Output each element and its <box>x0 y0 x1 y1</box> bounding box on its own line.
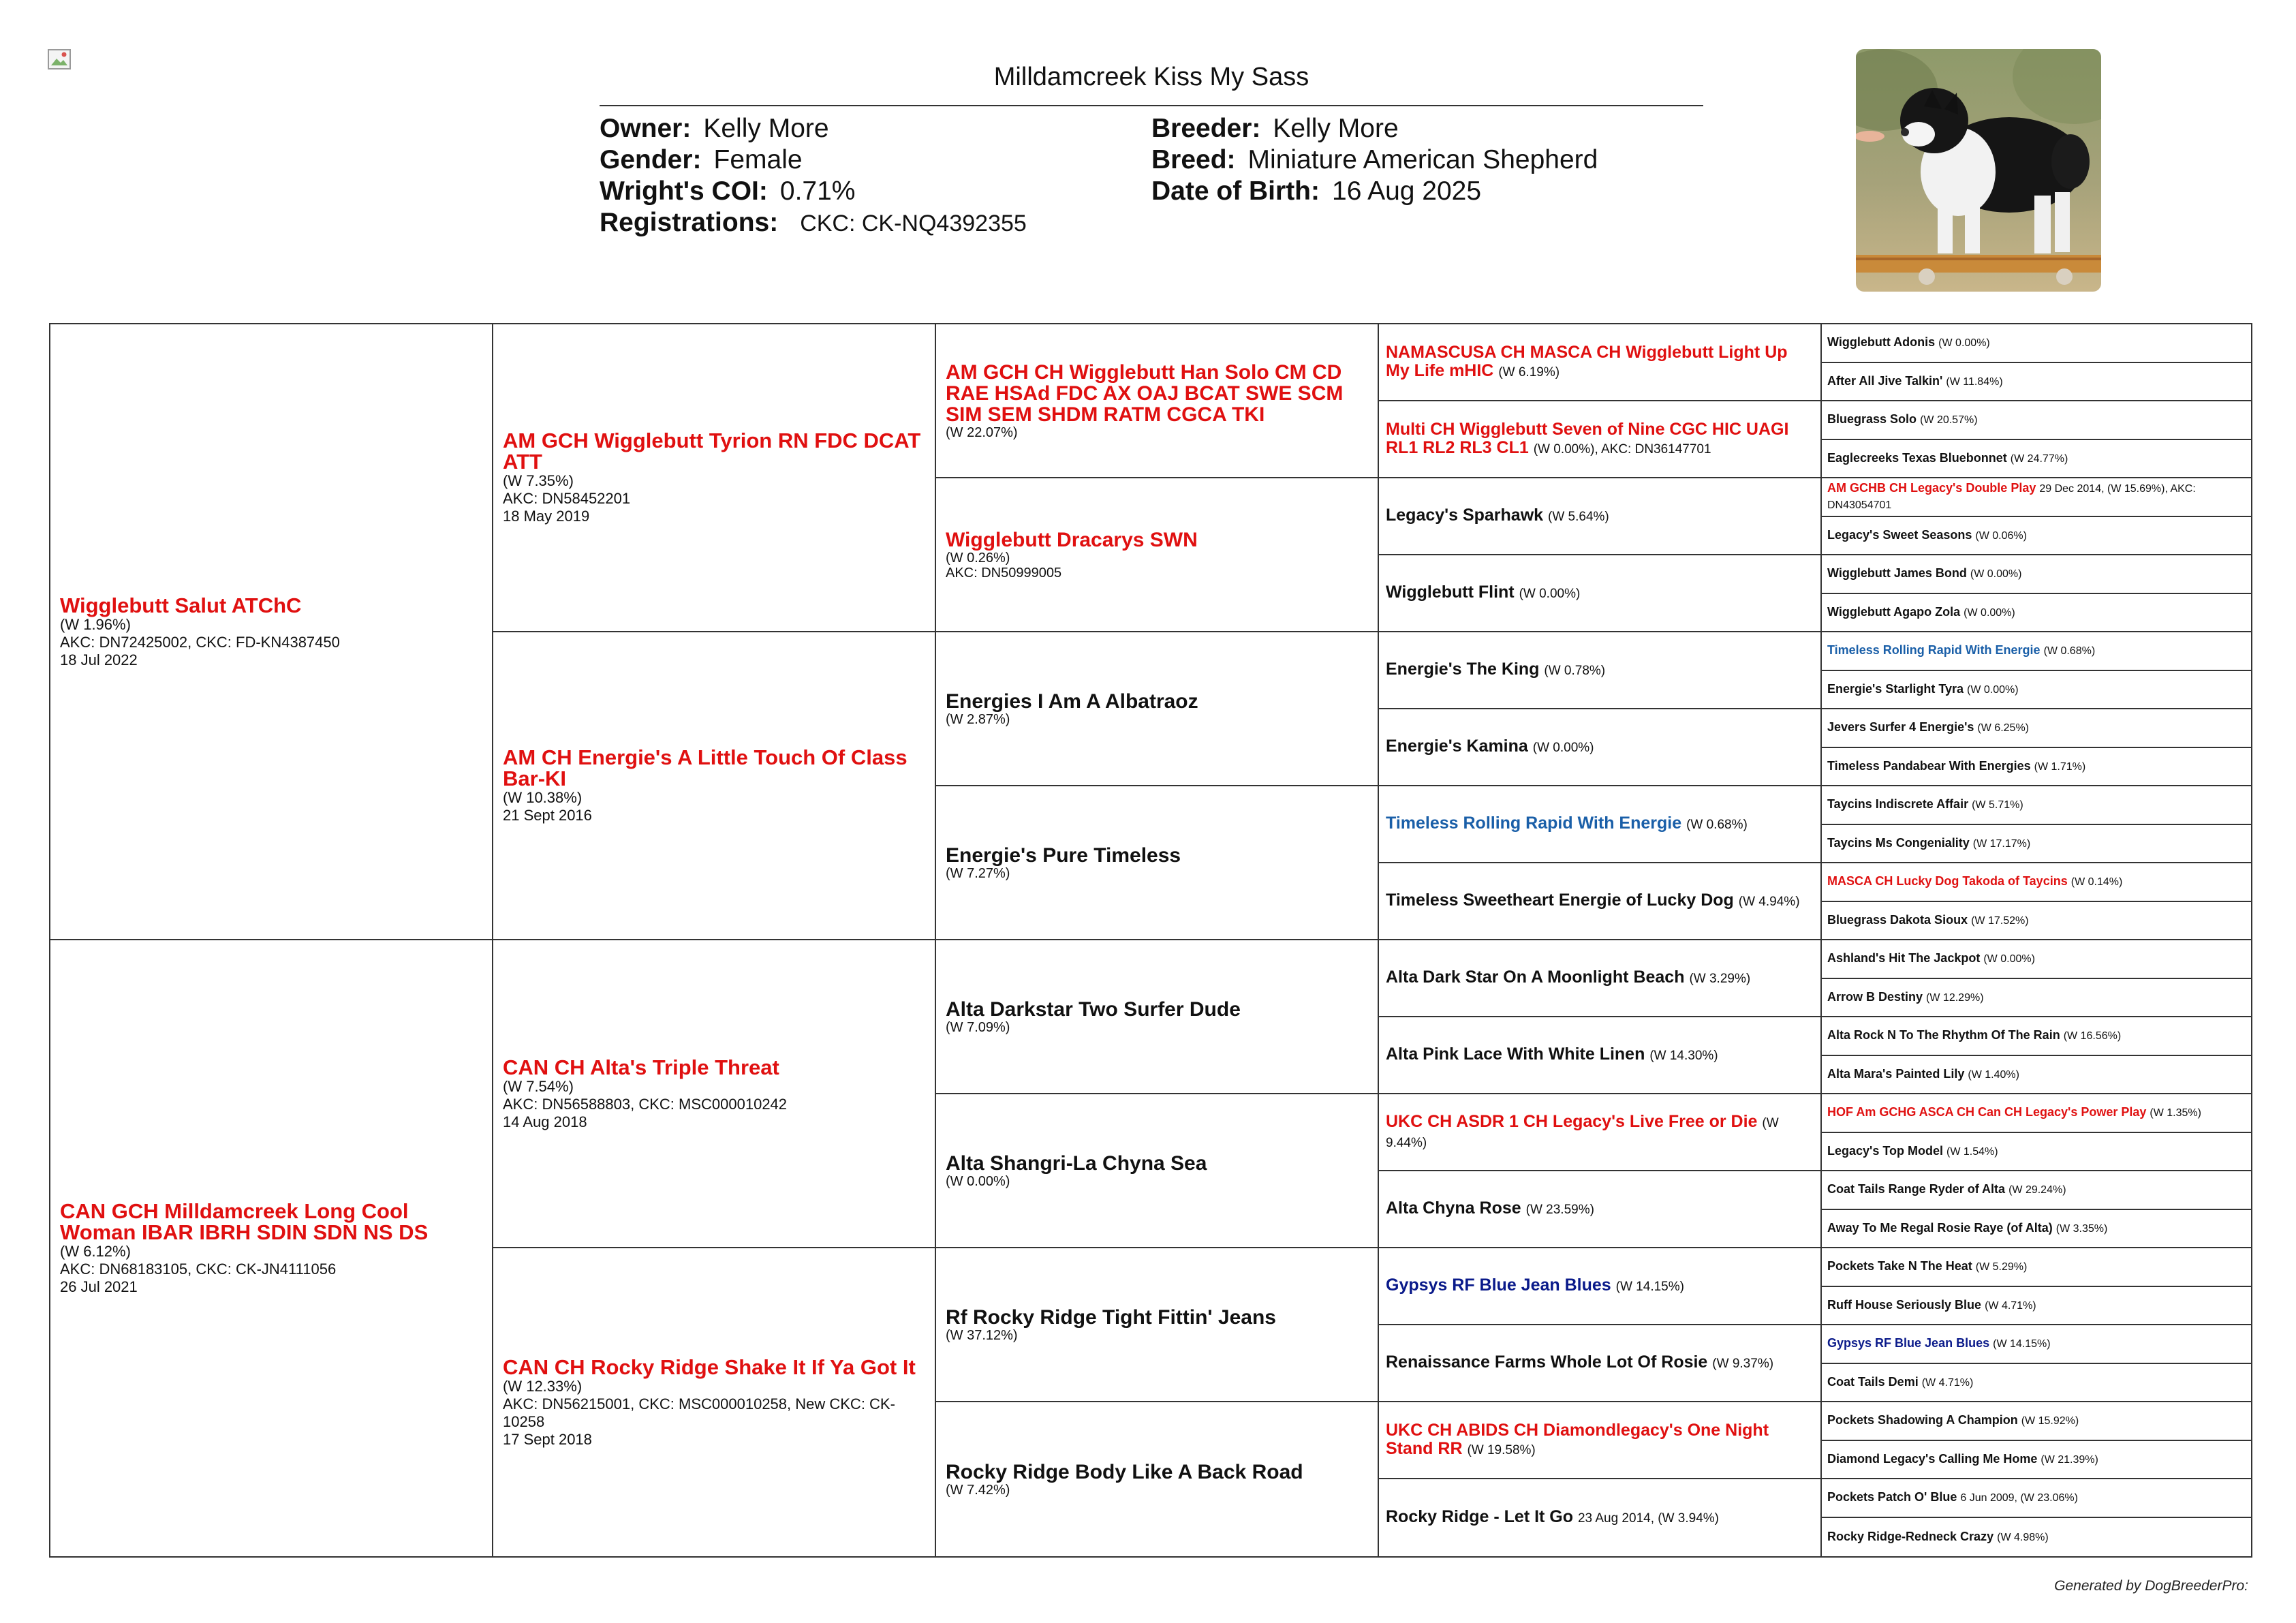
ancestor-inline-details: (W 19.58%) <box>1467 1442 1536 1457</box>
ancestor-detail-line: 21 Sept 2016 <box>503 807 592 824</box>
dog-photo <box>1856 49 2101 292</box>
ancestor-cell-gen5-17 <box>1822 940 2251 979</box>
ancestor-inline-details: (W 1.71%) <box>2034 760 2086 773</box>
ancestor-inline-details: (W 3.29%) <box>1689 972 1751 986</box>
ancestor-name-text[interactable]: Energie's Kamina <box>1386 737 1528 756</box>
ancestor-name[interactable] <box>1827 604 2246 621</box>
ancestor-name-text[interactable]: Taycins Indiscrete Affair <box>1827 797 1969 812</box>
ancestor-name-text[interactable]: AM GCH Wigglebutt Tyrion RN FDC DCAT ATT <box>503 429 921 474</box>
ancestor-name-text[interactable]: Alta Mara's Painted Lily <box>1827 1066 1965 1081</box>
ancestor-cell-gen4-12 <box>1379 1171 1822 1248</box>
ancestor-name[interactable] <box>1386 814 1814 834</box>
ancestor-name-text[interactable]: NAMASCUSA CH MASCA CH Wigglebutt Light Up My Life mHIC <box>1386 342 1788 380</box>
ancestor-name-text[interactable]: MASCA CH Lucky Dog Takoda of Taycins <box>1827 874 2068 888</box>
ancestor-name[interactable] <box>1827 566 2246 582</box>
dob-row: Date of Birth: 16 Aug 2025 <box>1151 176 1482 206</box>
ancestor-name-text[interactable]: CAN GCH Milldamcreek Long Cool Woman IBAR IBRH SDIN SDN NS DS <box>60 1199 429 1244</box>
ancestor-name[interactable] <box>1827 1181 2246 1198</box>
ancestor-detail-line: 18 May 2019 <box>503 508 590 525</box>
ancestor-cell-gen5-27 <box>1822 1325 2251 1364</box>
coi-row: Wright's COI: 0.71% <box>600 176 856 206</box>
ancestor-inline-details: (W 1.35%) <box>2150 1107 2201 1119</box>
ancestor-name-text[interactable]: CAN CH Rocky Ridge Shake It If Ya Got It <box>503 1355 916 1379</box>
ancestor-cell-gen4-3 <box>1379 478 1822 555</box>
ancestor-name[interactable] <box>1827 1143 2246 1160</box>
ancestor-inline-details: 6 Jun 2009, (W 23.06%) <box>1960 1492 2078 1504</box>
ancestor-name-text[interactable]: Alta Chyna Rose <box>1386 1199 1521 1218</box>
ancestor-cell-gen5-12 <box>1822 748 2251 787</box>
ancestor-name-text[interactable]: Bluegrass Dakota Sioux <box>1827 912 1968 927</box>
ancestor-detail-line: (W 0.00%) <box>946 1173 1010 1189</box>
ancestor-name[interactable] <box>1827 681 2246 698</box>
ancestor-name-text[interactable]: Alta Shangri-La Chyna Sea <box>946 1151 1207 1175</box>
ancestor-detail-line: AKC: DN56588803, CKC: MSC000010242 <box>503 1095 788 1113</box>
ancestor-cell-gen4-8 <box>1379 863 1822 940</box>
ancestor-name-text[interactable]: Renaissance Farms Whole Lot Of Rosie <box>1386 1352 1708 1372</box>
ancestor-name[interactable] <box>1386 1276 1814 1296</box>
ancestor-detail-line: (W 6.12%) <box>60 1243 131 1260</box>
broken-image-icon <box>48 49 71 69</box>
ancestor-name[interactable] <box>946 362 1368 425</box>
generation-4-column <box>1379 324 1822 1556</box>
ancestor-cell-gen4-7 <box>1379 786 1822 863</box>
ancestor-name-text[interactable]: Wigglebutt Dracarys SWN <box>946 528 1198 551</box>
ancestor-inline-details: (W 29.24%) <box>2008 1184 2066 1196</box>
ancestor-name[interactable] <box>1827 643 2246 659</box>
ancestor-detail-line: AKC: DN50999005 <box>946 565 1062 581</box>
ancestor-name-text[interactable]: Legacy's Sweet Seasons <box>1827 527 1972 542</box>
ancestor-name-text[interactable]: Multi CH Wigglebutt Seven of Nine CGC HIC UAGI RL1 RL2 RL3 CL1 <box>1386 419 1789 457</box>
ancestor-name[interactable] <box>1386 891 1814 911</box>
ancestor-inline-details: (W 1.40%) <box>1968 1068 2019 1081</box>
ancestor-name[interactable] <box>1827 720 2246 736</box>
ancestor-name[interactable] <box>1827 1374 2246 1391</box>
ancestor-inline-details: (W 0.00%), AKC: DN36147701 <box>1533 442 1711 457</box>
generation-2-column <box>493 324 936 1556</box>
ancestor-name[interactable] <box>1827 758 2246 775</box>
ancestor-name[interactable] <box>1386 737 1814 757</box>
ancestor-inline-details: (W 15.92%) <box>2021 1415 2079 1427</box>
ancestor-name-text[interactable]: AM GCHB CH Legacy's Double Play <box>1827 481 2036 495</box>
ancestor-cell-gen5-5 <box>1822 478 2251 517</box>
ancestor-cell-gen3-1 <box>936 324 1379 478</box>
ancestor-inline-details: 23 Aug 2014, (W 3.94%) <box>1577 1511 1719 1526</box>
ancestor-name[interactable] <box>1827 1104 2246 1121</box>
ancestor-name[interactable] <box>1827 912 2246 929</box>
ancestor-detail-line: (W 10.38%) <box>503 789 583 806</box>
ancestor-detail-line: (W 7.42%) <box>946 1482 1010 1498</box>
gender-value: Female <box>713 145 803 174</box>
ancestor-cell-gen5-2 <box>1822 363 2251 402</box>
ancestor-name[interactable] <box>60 1201 482 1243</box>
breeder-value: Kelly More <box>1273 114 1399 143</box>
ancestor-name[interactable] <box>1827 480 2246 513</box>
ancestor-detail-line: (W 12.33%) <box>503 1377 583 1395</box>
ancestor-detail-line: (W 0.26%) <box>946 550 1010 566</box>
breeder-row: Breeder: Kelly More <box>1151 114 1399 143</box>
ancestor-name[interactable] <box>1827 1258 2246 1275</box>
ancestor-name[interactable] <box>1386 506 1814 526</box>
ancestor-cell-gen3-8 <box>936 1402 1379 1556</box>
ancestor-name-text[interactable]: Rocky Ridge-Redneck Crazy <box>1827 1529 1994 1543</box>
ancestor-cell-gen4-11 <box>1379 1094 1822 1171</box>
ancestor-cell-gen5-24 <box>1822 1210 2251 1249</box>
ancestor-inline-details: (W 9.37%) <box>1712 1357 1774 1371</box>
generation-3-column <box>936 324 1379 1556</box>
ancestor-name[interactable] <box>1827 1412 2246 1429</box>
ancestor-detail-line: 26 Jul 2021 <box>60 1278 138 1295</box>
ancestor-cell-gen2-4 <box>493 1248 936 1556</box>
ancestor-name-text[interactable]: Timeless Rolling Rapid With Energie <box>1386 814 1682 833</box>
ancestor-name[interactable] <box>1827 1220 2246 1237</box>
ancestor-inline-details: (W 5.29%) <box>1975 1261 2028 1273</box>
ancestor-inline-details: (W 5.64%) <box>1548 510 1609 524</box>
ancestor-inline-details: (W 0.68%) <box>2043 645 2096 658</box>
ancestor-cell-gen5-15 <box>1822 863 2251 902</box>
registrations-value: CKC: CK-NQ4392355 <box>800 211 1027 236</box>
ancestor-name-text[interactable]: Rocky Ridge Body Like A Back Road <box>946 1460 1303 1483</box>
ancestor-name-text[interactable]: Timeless Sweetheart Energie of Lucky Dog <box>1386 891 1734 910</box>
ancestor-name-text[interactable]: Arrow B Destiny <box>1827 989 1923 1004</box>
ancestor-name[interactable] <box>1827 412 2246 428</box>
ancestor-cell-gen5-31 <box>1822 1479 2251 1518</box>
ancestor-inline-details: (W 14.15%) <box>1615 1280 1684 1294</box>
ancestor-cell-gen3-6 <box>936 1094 1379 1248</box>
ancestor-inline-details: (W 23.59%) <box>1525 1203 1594 1217</box>
ancestor-name-text[interactable]: HOF Am GCHG ASCA CH Can CH Legacy's Power Play <box>1827 1105 2147 1119</box>
ancestor-inline-details: (W 4.94%) <box>1738 895 1800 909</box>
ancestor-detail-line: (W 22.07%) <box>946 424 1018 440</box>
ancestor-name[interactable] <box>1827 1489 2246 1506</box>
ancestor-cell-gen5-30 <box>1822 1441 2251 1480</box>
ancestor-inline-details: (W 0.14%) <box>2070 876 2123 888</box>
dog-info-left <box>600 113 1027 239</box>
ancestor-inline-details: (W 4.71%) <box>1985 1299 2036 1312</box>
dob-value: 16 Aug 2025 <box>1332 176 1482 206</box>
ancestor-name[interactable] <box>1386 1045 1814 1065</box>
ancestor-inline-details: (W 0.00%) <box>1983 953 2035 965</box>
ancestor-cell-gen5-13 <box>1822 786 2251 825</box>
ancestor-name-text[interactable]: Ruff House Seriously Blue <box>1827 1297 1982 1312</box>
ancestor-inline-details: (W 0.68%) <box>1686 818 1748 832</box>
ancestor-inline-details: (W 1.54%) <box>1946 1145 1998 1158</box>
coi-value: 0.71% <box>779 176 856 206</box>
ancestor-name-text[interactable]: Pockets Shadowing A Champion <box>1827 1413 2018 1427</box>
ancestor-cell-gen5-32 <box>1822 1518 2251 1557</box>
gender-row: Gender: Female <box>600 145 803 174</box>
ancestor-name-text[interactable]: Gypsys RF Blue Jean Blues <box>1386 1276 1611 1295</box>
ancestor-inline-details: (W 0.00%) <box>1970 568 2022 581</box>
ancestor-inline-details: (W 5.71%) <box>1972 799 2023 812</box>
ancestor-inline-details: (W 0.00%) <box>1938 337 1990 350</box>
ancestor-name[interactable] <box>1827 1335 2246 1352</box>
ancestor-name-text[interactable]: Energie's The King <box>1386 660 1540 679</box>
ancestor-name[interactable] <box>1827 950 2246 967</box>
ancestor-name-text[interactable]: Legacy's Sparhawk <box>1386 506 1544 525</box>
ancestor-inline-details: (W 6.19%) <box>1498 365 1560 380</box>
ancestor-name-text[interactable]: Timeless Rolling Rapid With Energie <box>1827 643 2041 658</box>
ancestor-name[interactable] <box>946 845 1368 866</box>
ancestor-name[interactable] <box>1827 1529 2246 1545</box>
ancestor-cell-gen4-13 <box>1379 1248 1822 1325</box>
ancestor-name-text[interactable]: Rf Rocky Ridge Tight Fittin' Jeans <box>946 1305 1276 1329</box>
ancestor-name[interactable] <box>1386 583 1814 603</box>
ancestor-name[interactable] <box>946 1462 1368 1483</box>
ancestor-name[interactable] <box>1386 660 1814 680</box>
ancestor-cell-gen4-16 <box>1379 1479 1822 1556</box>
ancestor-cell-gen1-1 <box>50 324 493 940</box>
ancestor-name-text[interactable]: Timeless Pandabear With Energies <box>1827 758 2031 773</box>
ancestor-cell-gen5-23 <box>1822 1171 2251 1210</box>
ancestor-detail-line: AKC: DN56215001, CKC: MSC000010258, New CKC: CK-10258 <box>503 1395 895 1430</box>
ancestor-name[interactable] <box>1386 1421 1814 1459</box>
ancestor-inline-details: (W 4.71%) <box>1921 1376 1974 1389</box>
ancestor-inline-details: (W 17.52%) <box>1971 914 2029 927</box>
ancestor-cell-gen5-6 <box>1822 517 2251 556</box>
ancestor-cell-gen4-6 <box>1379 709 1822 786</box>
ancestor-cell-gen5-19 <box>1822 1017 2251 1056</box>
ancestor-name[interactable] <box>503 1057 925 1078</box>
page-title: Milldamcreek Kiss My Sass <box>993 63 1309 91</box>
ancestor-name-text[interactable]: Wigglebutt James Bond <box>1827 566 1967 581</box>
ancestor-inline-details: (W 14.15%) <box>1993 1338 2051 1350</box>
ancestor-inline-details: (W 12.29%) <box>1926 991 1984 1004</box>
ancestor-name-text[interactable]: Pockets Take N The Heat <box>1827 1259 1972 1273</box>
ancestor-name-text[interactable]: Jevers Surfer 4 Energie's <box>1827 720 1974 735</box>
ancestor-name-text[interactable]: Alta Pink Lace With White Linen <box>1386 1045 1645 1064</box>
generated-by-note: Generated by DogBreederPro: <box>2054 1578 2248 1594</box>
ancestor-inline-details: (W 24.77%) <box>2010 452 2068 465</box>
ancestor-name[interactable] <box>946 529 1368 551</box>
ancestor-name-text[interactable]: Legacy's Top Model <box>1827 1143 1943 1158</box>
ancestor-cell-gen5-9 <box>1822 632 2251 671</box>
ancestor-name[interactable] <box>1827 1451 2246 1468</box>
ancestor-inline-details: (W 0.00%) <box>1532 741 1594 755</box>
ancestor-name[interactable] <box>1386 968 1814 988</box>
ancestor-name[interactable] <box>1827 450 2246 467</box>
ancestor-cell-gen5-11 <box>1822 709 2251 748</box>
ancestor-name[interactable] <box>1827 1027 2246 1044</box>
ancestor-inline-details: (W 0.78%) <box>1544 664 1606 678</box>
ancestor-name-text[interactable]: Gypsys RF Blue Jean Blues <box>1827 1336 1990 1350</box>
ancestor-cell-gen5-8 <box>1822 594 2251 633</box>
ancestor-name-text[interactable]: Coat Tails Demi <box>1827 1374 1919 1389</box>
title-divider <box>600 105 1703 106</box>
ancestor-name-text[interactable]: UKC CH ASDR 1 CH Legacy's Live Free or Die <box>1386 1111 1758 1131</box>
ancestor-cell-gen5-28 <box>1822 1364 2251 1403</box>
ancestor-inline-details: (W 14.30%) <box>1649 1049 1718 1063</box>
ancestor-detail-line: AKC: DN58452201 <box>503 490 631 507</box>
ancestor-name[interactable] <box>1827 1066 2246 1083</box>
ancestor-name-text[interactable]: Wigglebutt Agapo Zola <box>1827 604 1961 619</box>
ancestor-name-text[interactable]: Alta Rock N To The Rhythm Of The Rain <box>1827 1028 2060 1042</box>
ancestor-name-text[interactable]: Alta Dark Star On A Moonlight Beach <box>1386 968 1685 987</box>
ancestor-cell-gen4-2 <box>1379 401 1822 478</box>
ancestor-inline-details: (W 4.98%) <box>1997 1531 2049 1543</box>
ancestor-name[interactable] <box>1827 527 2246 544</box>
ancestor-cell-gen3-4 <box>936 786 1379 940</box>
ancestor-name[interactable] <box>503 430 925 472</box>
ancestor-name[interactable] <box>1827 797 2246 813</box>
owner-row: Owner: Kelly More <box>600 114 829 143</box>
ancestor-name-text[interactable]: AM CH Energie's A Little Touch Of Class Bar-KI <box>503 745 907 790</box>
ancestor-cell-gen1-2 <box>50 940 493 1556</box>
ancestor-cell-gen5-16 <box>1822 902 2251 941</box>
ancestor-detail-line: (W 7.27%) <box>946 865 1010 881</box>
ancestor-cell-gen5-3 <box>1822 401 2251 440</box>
ancestor-cell-gen5-21 <box>1822 1094 2251 1133</box>
ancestor-name[interactable] <box>1827 835 2246 852</box>
ancestor-name[interactable] <box>1386 420 1814 459</box>
ancestor-inline-details: 29 Dec 2014, (W 15.69%), AKC: DN43054701 <box>1827 483 2196 512</box>
ancestor-name-text[interactable]: Wigglebutt Salut ATChC <box>60 593 302 617</box>
ancestor-name-text[interactable]: Energies I Am A Albatraoz <box>946 690 1198 713</box>
ancestor-inline-details: (W 0.00%) <box>1967 683 2019 696</box>
ancestor-detail-line: (W 1.96%) <box>60 615 131 633</box>
ancestor-name-text[interactable]: Energie's Starlight Tyra <box>1827 681 1964 696</box>
ancestor-inline-details: (W 0.00%) <box>1964 606 2015 619</box>
ancestor-inline-details: (W 0.06%) <box>1975 529 2027 542</box>
ancestor-name[interactable] <box>1827 373 2246 390</box>
ancestor-detail-line: AKC: DN68183105, CKC: CK-JN4111056 <box>60 1261 337 1278</box>
generation-5-column <box>1822 324 2251 1556</box>
ancestor-detail-line: (W 2.87%) <box>946 711 1010 727</box>
ancestor-name[interactable] <box>946 999 1368 1020</box>
ancestor-name[interactable] <box>1827 874 2246 890</box>
ancestor-name-text[interactable]: Wigglebutt Flint <box>1386 583 1515 602</box>
ancestor-detail-line: (W 37.12%) <box>946 1327 1018 1343</box>
ancestor-cell-gen4-4 <box>1379 555 1822 632</box>
ancestor-inline-details: (W 6.25%) <box>1977 722 2029 735</box>
ancestor-inline-details: (W 20.57%) <box>1920 414 1978 427</box>
ancestor-inline-details: (W 21.39%) <box>2041 1453 2098 1466</box>
ancestor-name-text[interactable]: AM GCH CH Wigglebutt Han Solo CM CD RAE HSAd FDC AX OAJ BCAT SWE SCM SIM SEM SHDM RATM CGCA TKI <box>946 360 1344 426</box>
ancestor-name[interactable] <box>1386 343 1814 382</box>
ancestor-name[interactable] <box>1386 1199 1814 1219</box>
ancestor-cell-gen3-2 <box>936 478 1379 632</box>
ancestor-name-text[interactable]: After All Jive Talkin' <box>1827 373 1943 388</box>
ancestor-name-text[interactable]: CAN CH Alta's Triple Threat <box>503 1055 779 1079</box>
ancestor-name[interactable] <box>1386 1508 1814 1528</box>
ancestor-cell-gen2-2 <box>493 632 936 940</box>
ancestor-cell-gen3-5 <box>936 940 1379 1094</box>
generation-1-column <box>50 324 493 1556</box>
ancestor-name[interactable] <box>503 1357 925 1378</box>
ancestor-name[interactable] <box>1386 1113 1814 1152</box>
ancestor-name[interactable] <box>1827 989 2246 1006</box>
ancestor-cell-gen4-5 <box>1379 632 1822 709</box>
ancestor-cell-gen5-26 <box>1822 1287 2251 1326</box>
ancestor-name-text[interactable]: Away To Me Regal Rosie Raye (of Alta) <box>1827 1220 2053 1235</box>
breed-row: Breed: Miniature American Shepherd <box>1151 145 1598 174</box>
ancestor-cell-gen3-7 <box>936 1248 1379 1402</box>
ancestor-name-text[interactable]: Pockets Patch O' Blue <box>1827 1490 1957 1504</box>
ancestor-cell-gen2-3 <box>493 940 936 1248</box>
ancestor-name-text[interactable]: Energie's Pure Timeless <box>946 844 1181 867</box>
ancestor-inline-details: (W 3.35%) <box>2055 1222 2108 1235</box>
breed-value: Miniature American Shepherd <box>1247 145 1598 174</box>
ancestor-cell-gen5-25 <box>1822 1248 2251 1287</box>
ancestor-cell-gen4-15 <box>1379 1402 1822 1479</box>
ancestor-name-text[interactable]: Rocky Ridge - Let It Go <box>1386 1507 1574 1526</box>
ancestor-inline-details: (W 17.17%) <box>1972 837 2031 850</box>
ancestor-cell-gen5-22 <box>1822 1133 2251 1172</box>
ancestor-inline-details: (W 0.00%) <box>1519 587 1581 601</box>
ancestor-name[interactable] <box>1827 335 2246 351</box>
ancestor-name[interactable] <box>946 1153 1368 1174</box>
ancestor-cell-gen5-1 <box>1822 324 2251 363</box>
ancestor-cell-gen4-14 <box>1379 1325 1822 1402</box>
ancestor-name[interactable] <box>1386 1353 1814 1373</box>
ancestor-name-text[interactable]: Wigglebutt Adonis <box>1827 335 1936 350</box>
ancestor-cell-gen3-3 <box>936 632 1379 786</box>
registrations-row: Registrations: CKC: CK-NQ4392355 <box>600 208 1027 237</box>
ancestor-cell-gen5-4 <box>1822 440 2251 479</box>
ancestor-detail-line: 14 Aug 2018 <box>503 1113 587 1130</box>
ancestor-detail-line: 17 Sept 2018 <box>503 1430 592 1448</box>
owner-value: Kelly More <box>703 114 829 143</box>
ancestor-cell-gen5-20 <box>1822 1056 2251 1095</box>
ancestor-cell-gen5-18 <box>1822 979 2251 1018</box>
ancestor-cell-gen5-29 <box>1822 1402 2251 1441</box>
ancestor-name-text[interactable]: Coat Tails Range Ryder of Alta <box>1827 1182 2006 1196</box>
ancestor-detail-line: (W 7.54%) <box>503 1077 574 1095</box>
ancestor-name[interactable] <box>946 691 1368 712</box>
ancestor-inline-details: (W 11.84%) <box>1946 375 2003 388</box>
ancestor-name-text[interactable]: Alta Darkstar Two Surfer Dude <box>946 998 1241 1021</box>
ancestor-cell-gen4-1 <box>1379 324 1822 401</box>
ancestor-name-text[interactable]: Diamond Legacy's Calling Me Home <box>1827 1451 2038 1466</box>
ancestor-name[interactable] <box>503 747 925 789</box>
ancestor-name[interactable] <box>60 595 482 616</box>
dog-info-right <box>1151 113 1598 207</box>
ancestor-name[interactable] <box>1827 1297 2246 1314</box>
ancestor-cell-gen5-10 <box>1822 671 2251 710</box>
ancestor-inline-details: (W 16.56%) <box>2063 1030 2122 1042</box>
ancestor-name[interactable] <box>946 1307 1368 1328</box>
ancestor-name-text[interactable]: Bluegrass Solo <box>1827 412 1917 427</box>
pedigree-chart <box>49 323 2252 1558</box>
ancestor-cell-gen4-10 <box>1379 1017 1822 1094</box>
ancestor-name-text[interactable]: Eaglecreeks Texas Bluebonnet <box>1827 450 2007 465</box>
ancestor-name-text[interactable]: Taycins Ms Congeniality <box>1827 835 1970 850</box>
ancestor-name-text[interactable]: Ashland's Hit The Jackpot <box>1827 951 1981 965</box>
ancestor-inline-details: (W 9.44%) <box>1386 1115 1779 1150</box>
ancestor-cell-gen5-7 <box>1822 555 2251 594</box>
ancestor-detail-line: (W 7.09%) <box>946 1019 1010 1035</box>
ancestor-cell-gen2-1 <box>493 324 936 632</box>
ancestor-detail-line: AKC: DN72425002, CKC: FD-KN4387450 <box>60 633 340 651</box>
ancestor-detail-line: 18 Jul 2022 <box>60 651 138 668</box>
ancestor-name-text[interactable]: UKC CH ABIDS CH Diamondlegacy's One Night Stand RR <box>1386 1420 1769 1458</box>
ancestor-cell-gen5-14 <box>1822 825 2251 864</box>
ancestor-detail-line: (W 7.35%) <box>503 472 574 489</box>
ancestor-cell-gen4-9 <box>1379 940 1822 1017</box>
